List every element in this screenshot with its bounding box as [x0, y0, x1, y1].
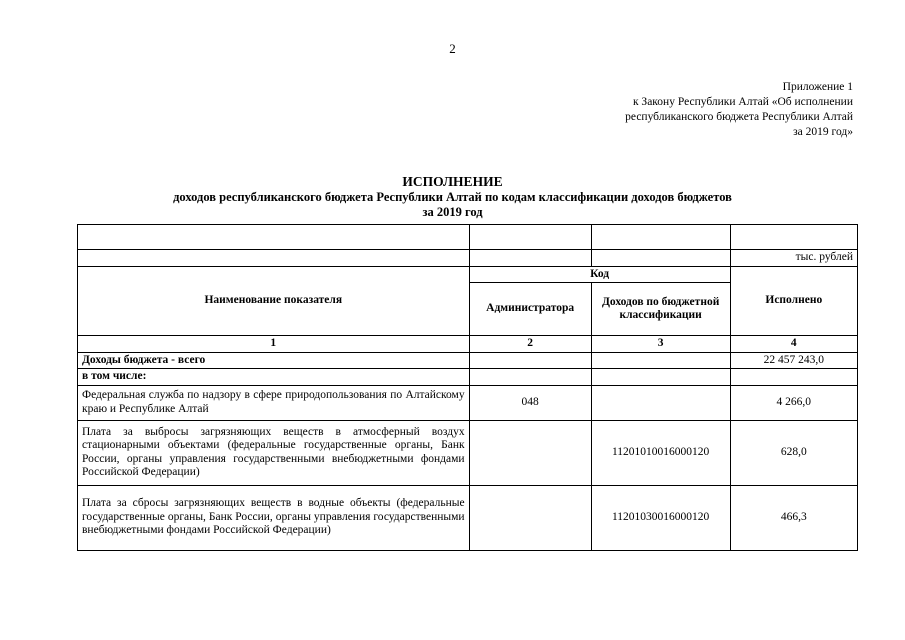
- column-number: 3: [591, 336, 730, 353]
- table-cell: [591, 250, 730, 267]
- row-executed: 4 266,0: [730, 385, 857, 420]
- title-main: ИСПОЛНЕНИЕ: [402, 174, 503, 189]
- row-admin: [469, 420, 591, 485]
- table-cell: [469, 225, 591, 250]
- column-number: 1: [78, 336, 470, 353]
- row-name: Плата за выбросы загрязняющих веществ в атмосферный воздух стационарными объектами (федеральные государственные органы, Банк России, органы управления государственными внебюджетными фондами Российской Федерации): [78, 420, 470, 485]
- column-number: 2: [469, 336, 591, 353]
- table-header-row: [78, 266, 858, 283]
- row-code: 11201030016000120: [591, 485, 730, 550]
- header-administrator: Администратора: [469, 283, 591, 336]
- table-row: [78, 485, 858, 550]
- row-name: в том числе:: [78, 369, 470, 386]
- appendix-line: за 2019 год»: [793, 126, 853, 138]
- row-executed: 628,0: [730, 420, 857, 485]
- table-row: [78, 369, 858, 386]
- table-cell: [78, 225, 470, 250]
- row-admin: 048: [469, 385, 591, 420]
- table-cell: [78, 250, 470, 267]
- appendix-line: республиканского бюджета Республики Алтай: [625, 111, 853, 123]
- table-units-row: [78, 250, 858, 267]
- column-number: 4: [730, 336, 857, 353]
- row-code: [591, 385, 730, 420]
- title-period: за 2019 год: [422, 205, 483, 219]
- row-admin: [469, 369, 591, 386]
- row-admin: [469, 352, 591, 369]
- header-code: Код: [469, 266, 730, 283]
- title-subtitle: доходов республиканского бюджета Республики Алтай по кодам классификации доходов бюджетов: [173, 190, 732, 204]
- page-number: 2: [449, 41, 456, 56]
- row-code: [591, 352, 730, 369]
- table-cell: [730, 225, 857, 250]
- appendix-note: [625, 80, 853, 140]
- appendix-line: к Закону Республики Алтай «Об исполнении: [632, 96, 853, 108]
- units-label: тыс. рублей: [730, 250, 857, 267]
- revenue-table: [77, 224, 858, 551]
- row-code: 11201010016000120: [591, 420, 730, 485]
- row-executed: 466,3: [730, 485, 857, 550]
- row-code: [591, 369, 730, 386]
- row-name: Плата за сбросы загрязняющих веществ в водные объекты (федеральные государственные органы, Банк России, органы управления государственными внебюджетными фондами Российской Федерации): [78, 485, 470, 550]
- row-name: Доходы бюджета - всего: [78, 352, 470, 369]
- table-cell: [469, 250, 591, 267]
- row-admin: [469, 485, 591, 550]
- document-title: [0, 173, 905, 220]
- row-executed: [730, 369, 857, 386]
- appendix-line: Приложение 1: [782, 81, 853, 93]
- table-row: [78, 352, 858, 369]
- table-cell: [591, 225, 730, 250]
- table-blank-row: [78, 225, 858, 250]
- header-executed: Исполнено: [730, 266, 857, 336]
- column-number-row: [78, 336, 858, 353]
- row-executed: 22 457 243,0: [730, 352, 857, 369]
- table-row: [78, 420, 858, 485]
- header-revenue-class: Доходов по бюджетной классификации: [591, 283, 730, 336]
- table-row: [78, 385, 858, 420]
- row-name: Федеральная служба по надзору в сфере природопользования по Алтайскому краю и Республике Алтай: [78, 385, 470, 420]
- header-name: Наименование показателя: [78, 266, 470, 336]
